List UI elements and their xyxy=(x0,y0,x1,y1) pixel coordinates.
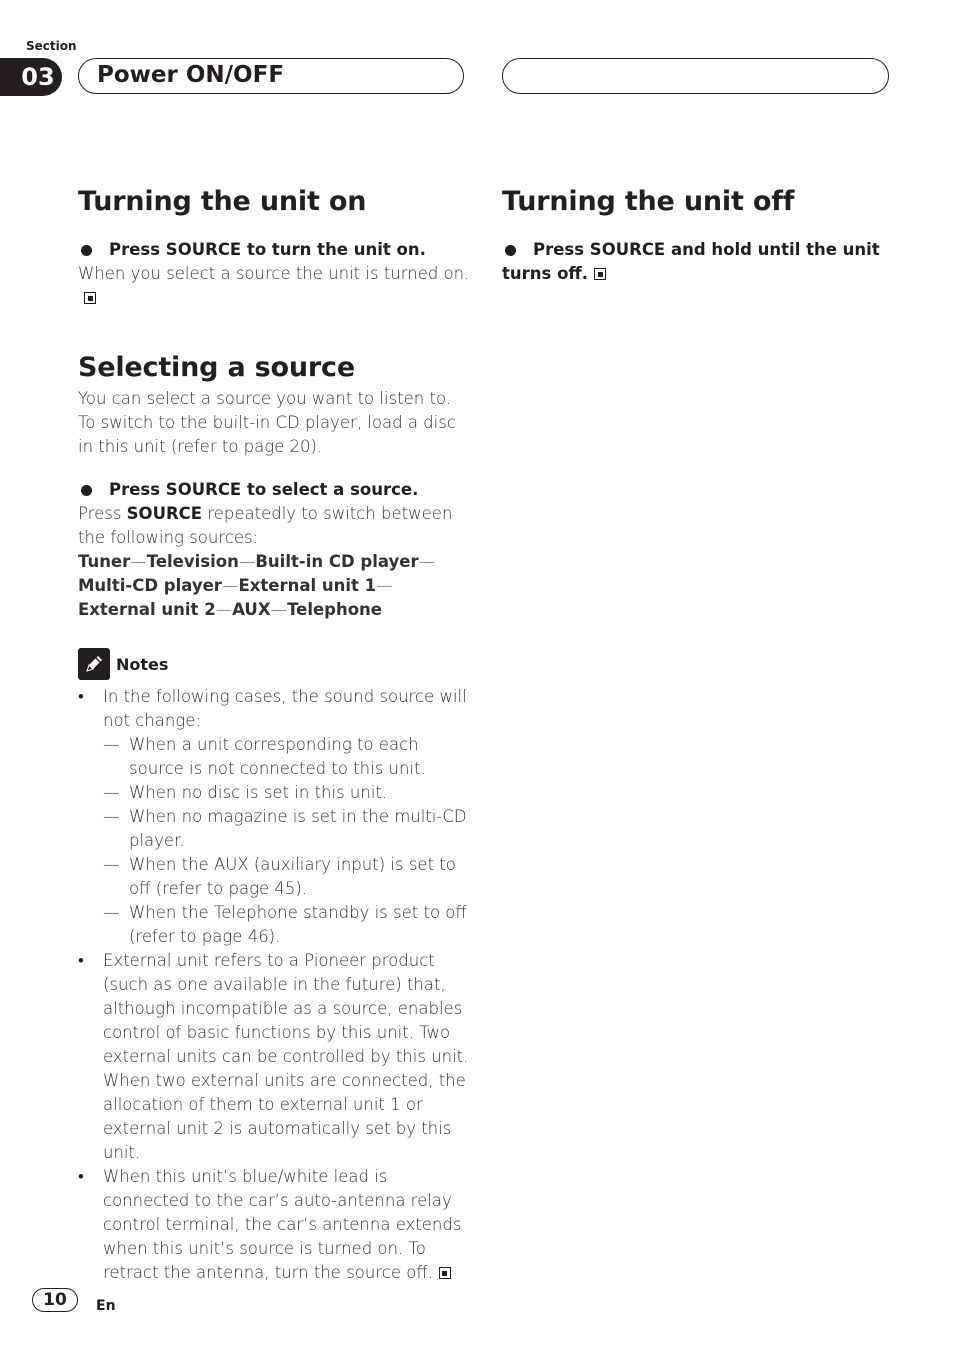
note-subitem: — When a unit corresponding to each source is not connected to this unit. xyxy=(103,733,470,781)
source-separator: — xyxy=(238,552,256,571)
note-subitem: — When no disc is set in this unit. xyxy=(103,781,470,805)
section-turning-off xyxy=(502,186,882,286)
step-select-source: Press SOURCE to select a source. xyxy=(78,478,470,502)
section-selecting-source xyxy=(78,352,470,622)
chapter-title: Power ON/OFF xyxy=(78,58,464,94)
note-item: • External unit refers to a Pioneer product (such as one available in the future) that, although incompatible as a source, enables control of basic functions by this unit. Two external units can be controlled by this unit. When two external units are connected, the allocation of them to external unit 1 or external unit 2 is automatically set by this unit. xyxy=(78,949,470,1165)
note-sublist xyxy=(103,733,470,949)
section-number-tab: 03 xyxy=(0,58,62,96)
step-turn-off: Press SOURCE and hold until the unit turns off. xyxy=(502,238,882,286)
language-label: En xyxy=(96,1298,116,1314)
source-list xyxy=(78,550,470,622)
source-item: Telephone xyxy=(287,600,382,619)
end-mark-icon xyxy=(439,1267,451,1279)
note-subitem: — When the Telephone standby is set to off (refer to page 46). xyxy=(103,901,470,949)
notes-title: Notes xyxy=(116,654,169,674)
heading-selecting-source: Selecting a source xyxy=(78,352,355,383)
end-mark-icon xyxy=(84,292,96,304)
source-separator: — xyxy=(270,600,288,619)
body-select-source: Press SOURCE repeatedly to switch between the following sources: xyxy=(78,504,453,547)
source-item: Built-in CD player xyxy=(255,552,419,571)
header-empty-pill xyxy=(502,58,889,94)
notes-header xyxy=(78,648,470,680)
source-item: Television xyxy=(146,552,239,571)
notes-list xyxy=(78,685,470,1285)
source-separator: — xyxy=(215,600,233,619)
heading-turning-on: Turning the unit on xyxy=(78,186,367,217)
section-turning-on xyxy=(78,186,470,310)
source-item: External unit 2 xyxy=(78,600,216,619)
note-item: • When this unit’s blue/white lead is connected to the car’s auto-antenna relay control terminal, the car’s antenna extends when this unit’s source is turned on. To retract the antenna, turn the source off. xyxy=(78,1165,470,1285)
step-turn-on: Press SOURCE to turn the unit on. xyxy=(78,238,470,262)
page-number: 10 xyxy=(32,1288,78,1312)
heading-turning-off: Turning the unit off xyxy=(502,186,795,217)
note-item: • In the following cases, the sound source will not change: — When a unit corresponding to each source is not connected to this unit. — When no disc is set in this unit. — When no magazine is set in the multi-CD player. — When the AUX (auxiliary input) is set to off (refer to page 45). — When the Telephone standby is set to off (refer to page 46). xyxy=(78,685,470,949)
source-item: External unit 1 xyxy=(238,576,377,595)
source-separator: — xyxy=(418,552,436,571)
source-item: AUX xyxy=(232,600,271,619)
note-subitem: — When no magazine is set in the multi-CD player. xyxy=(103,805,470,853)
notes-block xyxy=(78,648,470,1285)
section-label: Section xyxy=(26,39,77,53)
source-item: Tuner xyxy=(78,552,131,571)
end-mark-icon xyxy=(594,268,606,280)
note-subitem: — When the AUX (auxiliary input) is set to off (refer to page 45). xyxy=(103,853,470,901)
source-separator: — xyxy=(376,576,393,595)
source-separator: — xyxy=(130,552,147,571)
pencil-icon xyxy=(78,648,110,680)
source-separator: — xyxy=(221,576,239,595)
body-turn-on: When you select a source the unit is turned on. xyxy=(78,262,470,310)
intro-selecting-source: You can select a source you want to listen to. To switch to the built-in CD player, load a disc in this unit (refer to page 20). xyxy=(78,389,456,456)
source-item: Multi-CD player xyxy=(78,576,222,595)
